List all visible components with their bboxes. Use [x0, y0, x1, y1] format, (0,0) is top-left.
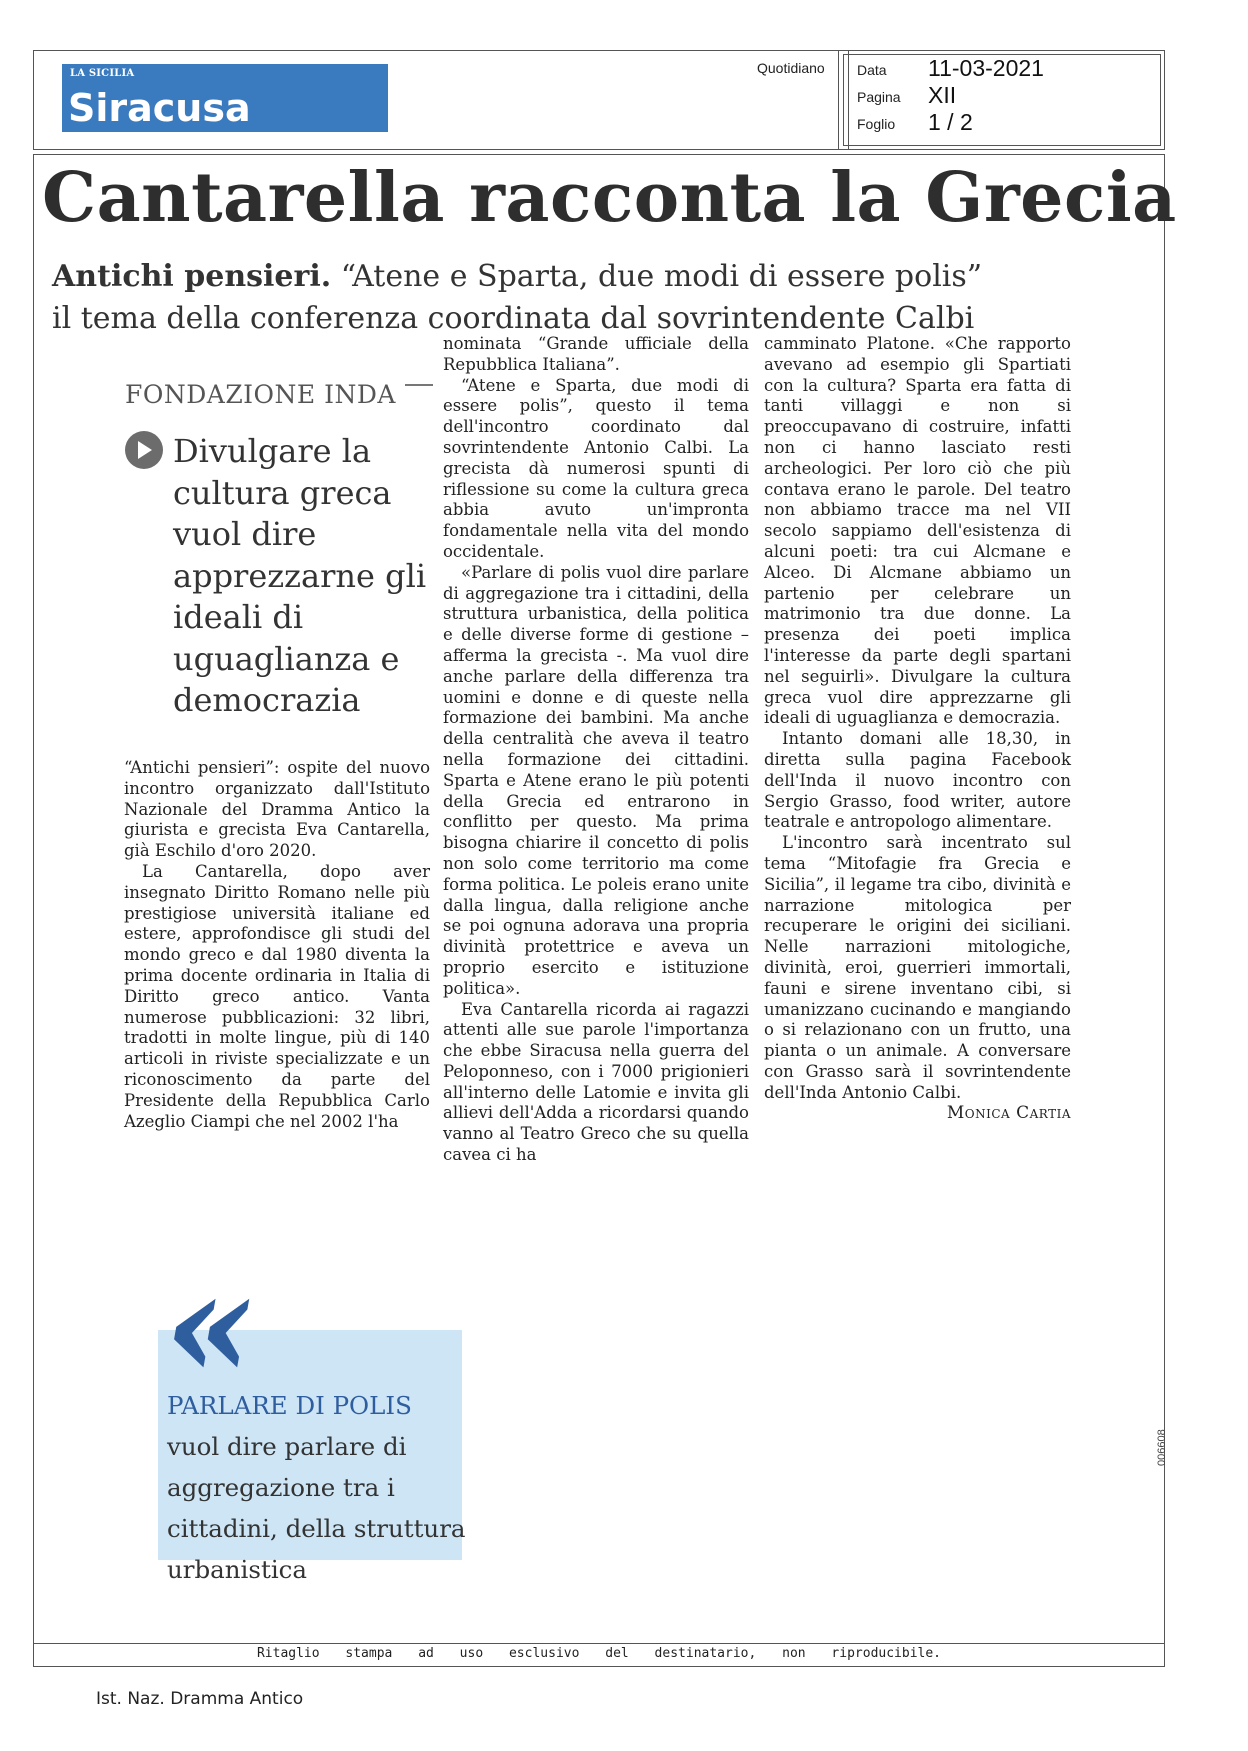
pull-quote-highlight: PARLARE DI POLIS — [167, 1391, 412, 1420]
paragraph: «Parlare di polis vuol dire parlare di aggregazione tra i cittadini, della struttura urbanistica, della politica e delle diverse forme di gestione – afferma la grecista -. Ma vuol dire anche parlare della differenza tra uomini e donne e di queste nella formazione dei bambini. Ma anche della centralità che aveva il teatro nella formazione dei cittadini. Sparta e Atene erano le più potenti della Grecia ed entrarono in conflitto per questo. Ma prima bisogna chiarire il concetto di polis non solo come territorio ma come forma politica. Le poleis erano unite dalla lingua, dalla religione anche se poi ognuna adorava una propria divinità protettrice e aveva un proprio esercito e istituzione politica». — [443, 562, 749, 998]
clipping-code: 006608 — [1156, 1429, 1168, 1466]
logo-edition-text: Siracusa — [68, 86, 251, 130]
subhead-bold: Antichi pensieri. — [52, 259, 332, 294]
kicker-divider — [405, 384, 433, 386]
kicker: FONDAZIONE INDA — [125, 380, 396, 409]
paragraph: camminato Platone. «Che rapporto avevano ad esempio gli Spartiati con la cultura? Sparta era fatta di tanti villaggi e non si preoccupavano di costruire, infatti non ci hanno lasciato resti archeologici. Per loro ciò che più contava erano le parole. Del teatro non abbiamo tracce ma nel VII secolo sappiamo dell'esistenza di alcuni poeti: tra cui Alcmane e Alceo. Di Alcmane abbiamo un partenio per celebrare un matrimonio tra due donne. La presenza dei poeti implica l'interesse da parte degli spartani nel seguirli». Divulgare la cultura greca vuol dire apprezzarne gli ideali di uguaglianza e democrazia. — [764, 334, 1071, 728]
paragraph: “Antichi pensieri”: ospite del nuovo incontro organizzato dall'Istituto Nazionale del Dramma Antico la giurista e grecista Eva Cantarella, già Eschilo d'oro 2020. — [124, 758, 430, 861]
newspaper-logo — [62, 64, 388, 132]
page-value: XII — [928, 82, 957, 108]
subhead-line1: “Atene e Sparta, due modi di essere polis” — [331, 259, 983, 294]
paragraph: La Cantarella, dopo aver insegnato Diritto Romano nelle più prestigiose università italiane ed estere, approfondisce gli studi del mondo greco e dal 1980 diventa la prima docente ordinaria in Italia di Diritto greco antico. Vanta numerose pubblicazioni: 32 libri, tradotti in molte lingue, più di 140 articoli in riviste specializzate e un riconoscimento da parte del Presidente della Repubblica Carlo Azeglio Ciampi che nel 2002 l'ha — [124, 861, 430, 1131]
sheet-value: 1 / 2 — [928, 109, 973, 135]
lead-text: Divulgare la cultura greca vuol dire apprezzarne gli ideali di uguaglianza e democrazia — [173, 432, 427, 719]
publication-type: Quotidiano — [757, 60, 825, 76]
date-value: 11-03-2021 — [928, 55, 1044, 81]
sheet-label: Foglio — [857, 116, 896, 132]
pull-quote-text — [167, 1385, 467, 1590]
article-column-1 — [124, 758, 430, 1132]
footer-notice: Ritaglio stampa ad uso esclusivo del destinatario, non riproducibile. — [256, 1646, 942, 1661]
headline: Cantarella racconta la Grecia — [42, 158, 1177, 238]
page-label: Pagina — [857, 89, 901, 105]
paragraph: nominata “Grande ufficiale della Repubblica Italiana”. — [443, 334, 749, 374]
publisher-name: Ist. Naz. Dramma Antico — [96, 1689, 304, 1709]
article-column-2 — [443, 334, 749, 1166]
arrow-bullet-icon — [125, 431, 163, 469]
logo-top-text: LA SICILIA — [70, 68, 135, 79]
author-signature: Monica Cartia — [946, 1103, 1071, 1124]
paragraph: L'incontro sarà incentrato sul tema “Mitofagie fra Grecia e Sicilia”, il legame tra cibo, divinità e narrazione mitologica per recuperare le origini dei siciliani. Nelle narrazioni mitologiche, divinità, eroi, guerrieri immortali, fauni e sirene inventano cibi, si umanizzano cucinando e mangiando o si relazionano con un frutto, una pianta o un animale. A conversare con Grasso sarà il sovrintendente dell'Inda Antonio Calbi. — [764, 833, 1071, 1102]
paragraph: Eva Cantarella ricorda ai ragazzi attenti alle sue parole l'importanza che ebbe Siracusa nella guerra del Peloponneso, con i 7000 prigionieri all'interno delle Latomie e invita gli allievi dell'Adda a ricordarsi quando vanno al Teatro Greco che su quella cavea ci ha — [443, 999, 749, 1165]
article-column-3 — [764, 334, 1071, 1124]
quote-mark-icon: « — [149, 1237, 257, 1413]
pull-quote-rest: vuol dire parlare di aggregazione tra i cittadini, della struttura urbanistica — [167, 1432, 466, 1584]
paragraph: Intanto domani alle 18,30, in diretta sulla pagina Facebook dell'Inda il nuovo incontro con Sergio Grasso, food writer, autore teatrale e antropologo alimentare. — [764, 729, 1071, 832]
paragraph: “Atene e Sparta, due modi di essere polis”, questo il tema dell'incontro coordinato dal sovrintendente Antonio Calbi. La grecista dà numerosi spunti di riflessione su come la cultura greca abbia avuto un'impronta fondamentale nella vita del mondo occidentale. — [443, 375, 749, 561]
date-label: Data — [857, 62, 887, 78]
subhead-line2: il tema della conferenza coordinata dal sovrintendente Calbi — [52, 301, 975, 336]
footer-divider — [33, 1643, 1165, 1644]
subheadline — [52, 256, 1052, 340]
